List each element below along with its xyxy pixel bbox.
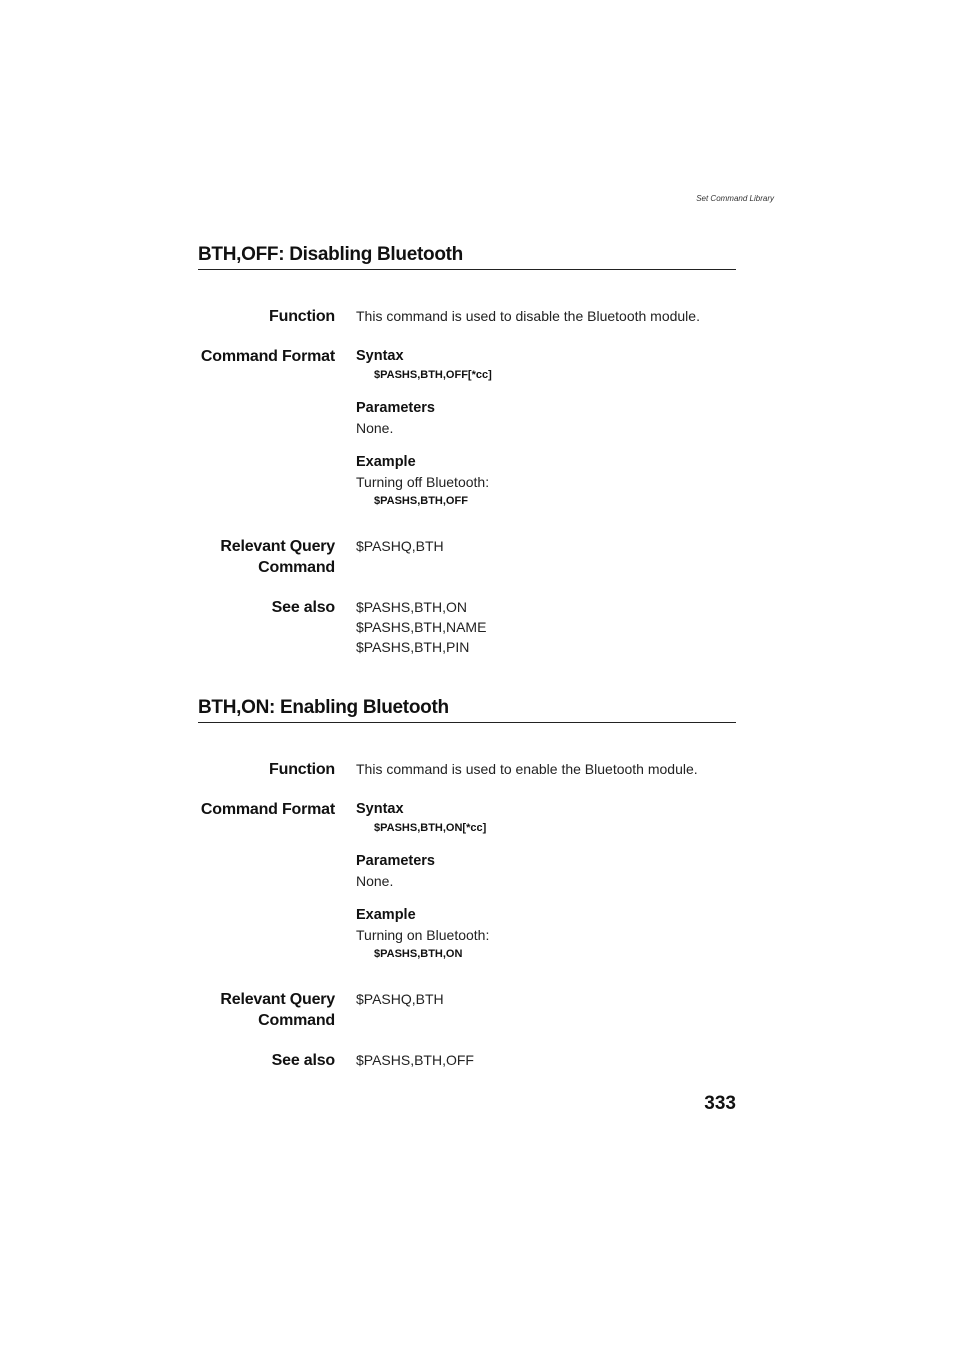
syntax-label: Syntax <box>356 348 404 364</box>
example-code: $PASHS,BTH,ON <box>374 948 463 960</box>
see-also-item[interactable]: $PASHS,BTH,PIN <box>356 639 470 655</box>
see-also-label: See also <box>271 1052 335 1069</box>
see-also-item[interactable]: $PASHS,BTH,OFF <box>356 1052 474 1068</box>
see-also-item[interactable]: $PASHS,BTH,ON <box>356 599 467 615</box>
example-code: $PASHS,BTH,OFF <box>374 495 468 507</box>
syntax-code: $PASHS,BTH,ON[*cc] <box>374 822 487 834</box>
parameters-text: None. <box>356 420 394 436</box>
relevant-query-label-line2: Command <box>258 559 335 576</box>
command-format-label: Command Format <box>200 348 335 365</box>
relevant-query-value: $PASHQ,BTH <box>356 991 444 1007</box>
see-also-label: See also <box>271 599 335 616</box>
command-format-body <box>356 799 489 963</box>
parameters-text: None. <box>356 873 394 889</box>
relevant-query-label-line1: Relevant Query <box>220 538 335 555</box>
page-number: 333 <box>704 1093 736 1114</box>
section-bth-off <box>198 244 736 655</box>
section-title: BTH,OFF: Disabling Bluetooth <box>198 244 736 270</box>
example-text: Turning on Bluetooth: <box>356 927 490 943</box>
example-label: Example <box>356 907 416 923</box>
relevant-query-label <box>198 536 335 578</box>
see-also-list <box>356 1050 474 1070</box>
relevant-query-label-line1: Relevant Query <box>220 991 335 1008</box>
command-format-body <box>356 346 492 510</box>
section-bth-on <box>198 697 736 1069</box>
function-text: This command is used to enable the Bluetooth module. <box>356 761 698 777</box>
command-format-label: Command Format <box>200 801 335 818</box>
syntax-code: $PASHS,BTH,OFF[*cc] <box>374 369 492 381</box>
example-label: Example <box>356 454 416 470</box>
function-label: Function <box>269 761 335 778</box>
parameters-label: Parameters <box>356 853 435 869</box>
relevant-query-label <box>198 989 335 1031</box>
function-text: This command is used to disable the Bluetooth module. <box>356 308 700 324</box>
relevant-query-value: $PASHQ,BTH <box>356 538 444 554</box>
parameters-label: Parameters <box>356 400 435 416</box>
running-head: Set Command Library <box>696 194 774 203</box>
section-title: BTH,ON: Enabling Bluetooth <box>198 697 736 723</box>
function-label: Function <box>269 308 335 325</box>
see-also-list <box>356 597 486 657</box>
example-text: Turning off Bluetooth: <box>356 474 490 490</box>
relevant-query-label-line2: Command <box>258 1012 335 1029</box>
syntax-label: Syntax <box>356 801 404 817</box>
see-also-item[interactable]: $PASHS,BTH,NAME <box>356 619 487 635</box>
